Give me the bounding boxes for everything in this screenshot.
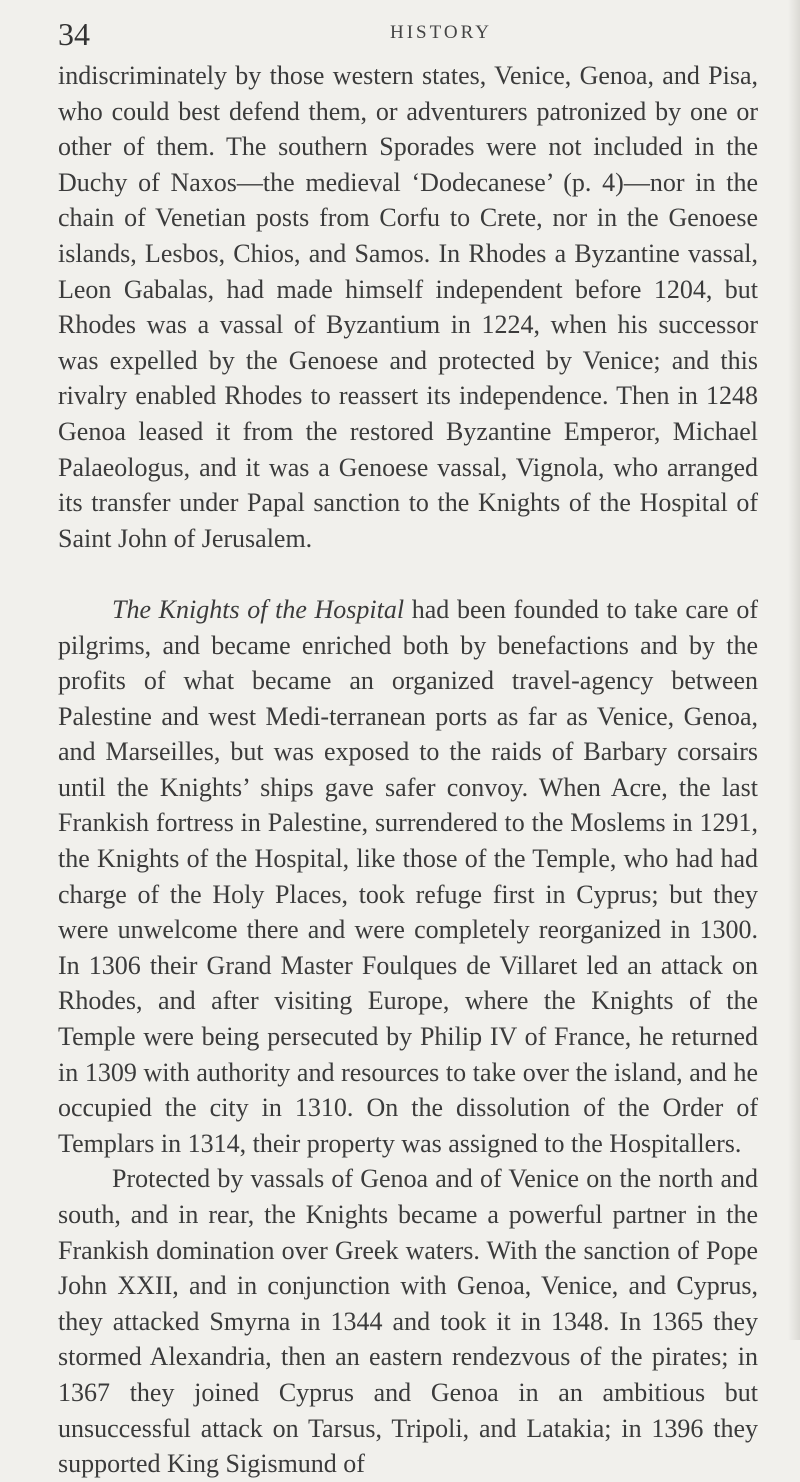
paragraph-2 [58, 592, 758, 1162]
paragraph-3: Protected by vassals of Genoa and of Venice on the north and south, and in rear, the Knights became a powerful partner in the Frankish domination over Greek waters. With the sanction of Pope John XXII, and in conjunction with Genoa, Venice, and Cyprus, they attacked Smyrna in 1344 and took it in 1348. In 1365 they stormed Alexandria, then an eastern rendezvous of the pirates; in 1367 they joined Cyprus and Genoa in an ambitious but unsuccessful attack on Tarsus, Tripoli, and Latakia; in 1396 they supported King Sigismund of [58, 1164, 758, 1479]
running-head: HISTORY [390, 22, 492, 43]
page-number: 34 [58, 16, 90, 52]
body-text [58, 58, 758, 1482]
page-header [58, 16, 738, 52]
paragraph-1: indiscriminately by those western states, Venice, Genoa, and Pisa, who could best defend them, or adventurers patronized by one or other of them. The southern Sporades were not included in the Duchy of Naxos—the medieval ‘Dodecanese’ (p. 4)—nor in the chain of Venetian posts from Corfu to Crete, nor in the Genoese islands, Lesbos, Chios, and Samos. In Rhodes a Byzantine vassal, Leon Gabalas, had made himself independent before 1204, but Rhodes was a vassal of Byzantium in 1224, when his successor was expelled by the Genoese and protected by Venice; and this rivalry enabled Rhodes to reassert its independence. Then in 1248 Genoa leased it from the restored Byzantine Emperor, Michael Palaeologus, and it was a Genoese vassal, Vignola, who arranged its transfer under Papal sanction to the Knights of the Hospital of Saint John of Jerusalem. [58, 61, 758, 553]
page-edge-shadow [788, 0, 800, 1340]
paragraph-2-italic-lead: The Knights of the Hospital [112, 594, 405, 624]
paragraph-2-text: had been founded to take care of pilgrims, and became enriched both by benefactions and by the profits of what became an organized travel-agency between Palestine and west Medi-terranean ports as far as Venice, Genoa, and Marseilles, but was exposed to the raids of Barbary corsairs until the Knights’ ships gave safer convoy. When Acre, the last Frankish fortress in Palestine, surrendered to the Moslems in 1291, the Knights of the Hospital, like those of the Temple, who had had charge of the Holy Places, took refuge first in Cyprus; but they were unwelcome there and were completely reorganized in 1300. In 1306 their Grand Master Foulques de Villaret led an attack on Rhodes, and after visiting Europe, where the Knights of the Temple were being persecuted by Philip IV of France, he returned in 1309 with authority and resources to take over the island, and he occupied the city in 1310. On the dissolution of the Order of Templars in 1314, their property was assigned to the Hospitallers. [58, 594, 758, 1158]
